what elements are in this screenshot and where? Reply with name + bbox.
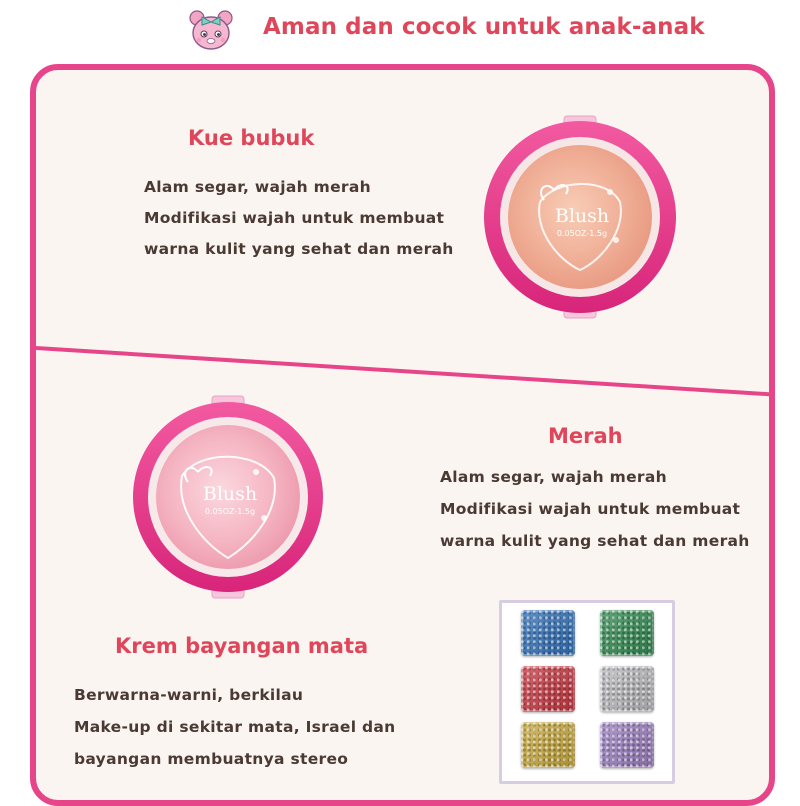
blush-weight: 0.05OZ-1.5g [556, 229, 608, 238]
eyeshadow-palette [499, 600, 675, 784]
swatch-purple [600, 722, 654, 768]
feature-text: bayangan membuatnya stereo [74, 750, 349, 768]
feature-text: Make-up di sekitar mata, Israel dan [74, 718, 396, 736]
product-feature-card [30, 64, 775, 806]
blush-compact-pink [124, 392, 332, 604]
feature-text: Alam segar, wajah merah [144, 178, 371, 196]
feature-text: warna kulit yang sehat dan merah [440, 532, 750, 550]
section-heading-powder: Kue bubuk [188, 126, 315, 150]
swatch-silver [600, 666, 654, 712]
bear-mascot-icon [188, 8, 234, 52]
blush-weight: 0.05OZ-1.5g [204, 507, 256, 516]
feature-text: Alam segar, wajah merah [440, 468, 667, 486]
feature-text: warna kulit yang sehat dan merah [144, 240, 454, 258]
blush-compact-peach [474, 110, 686, 324]
blush-label: Blush [202, 483, 258, 505]
swatch-green [600, 610, 654, 656]
swatch-gold [521, 722, 575, 768]
feature-text: Modifikasi wajah untuk membuat [440, 500, 741, 518]
swatch-red [521, 666, 575, 712]
feature-text: Berwarna-warni, berkilau [74, 686, 304, 704]
section-heading-red: Merah [548, 424, 623, 448]
page-title: Aman dan cocok untuk anak-anak [263, 14, 705, 40]
swatch-blue [521, 610, 575, 656]
blush-label: Blush [554, 205, 610, 227]
section-heading-eyeshadow: Krem bayangan mata [115, 634, 369, 658]
feature-text: Modifikasi wajah untuk membuat [144, 209, 445, 227]
